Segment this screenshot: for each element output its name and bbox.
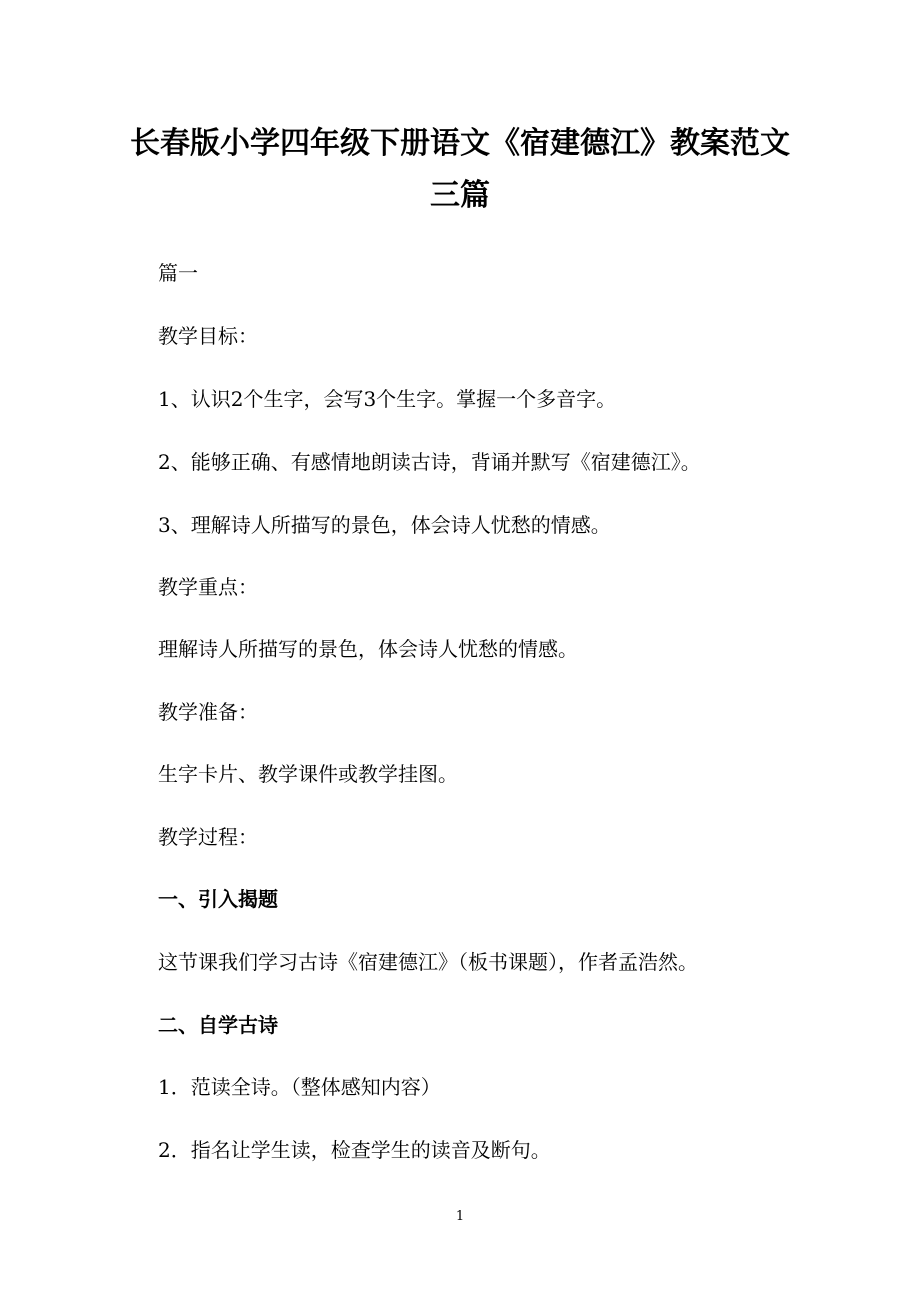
preparation-label: 教学准备： — [158, 700, 258, 724]
goal-item-1: 1、认识2个生字，会写3个生字。掌握一个多音字。 — [158, 387, 617, 411]
goal-item-3: 3、理解诗人所描写的景色，体会诗人忧愁的情感。 — [158, 513, 611, 537]
preparation-text: 生字卡片、教学课件或教学挂图。 — [158, 762, 458, 786]
teaching-focus-label: 教学重点： — [158, 575, 258, 599]
teaching-focus-text: 理解诗人所描写的景色，体会诗人忧愁的情感。 — [158, 637, 578, 661]
title-line-2: 三篇 — [430, 178, 490, 213]
page-number: 1 — [455, 1209, 465, 1224]
process-label: 教学过程： — [158, 825, 258, 849]
title-line-1: 长春版小学四年级下册语文《宿建德江》教案范文 — [130, 126, 790, 161]
teaching-goals-label: 教学目标： — [158, 324, 258, 348]
goal-item-2: 2、能够正确、有感情地朗读古诗，背诵并默写《宿建德江》。 — [158, 450, 701, 474]
section-heading-intro: 一、引入揭题 — [158, 887, 278, 911]
self-study-step-2: 2．指名让学生读，检查学生的读音及断句。 — [158, 1138, 551, 1162]
section-heading-self-study: 二、自学古诗 — [158, 1013, 278, 1037]
intro-text: 这节课我们学习古诗《宿建德江》（板书课题），作者孟浩然。 — [158, 950, 698, 974]
self-study-step-1: 1．范读全诗。（整体感知内容） — [158, 1075, 441, 1099]
document-title — [0, 118, 920, 222]
section-label: 篇一 — [158, 261, 198, 285]
